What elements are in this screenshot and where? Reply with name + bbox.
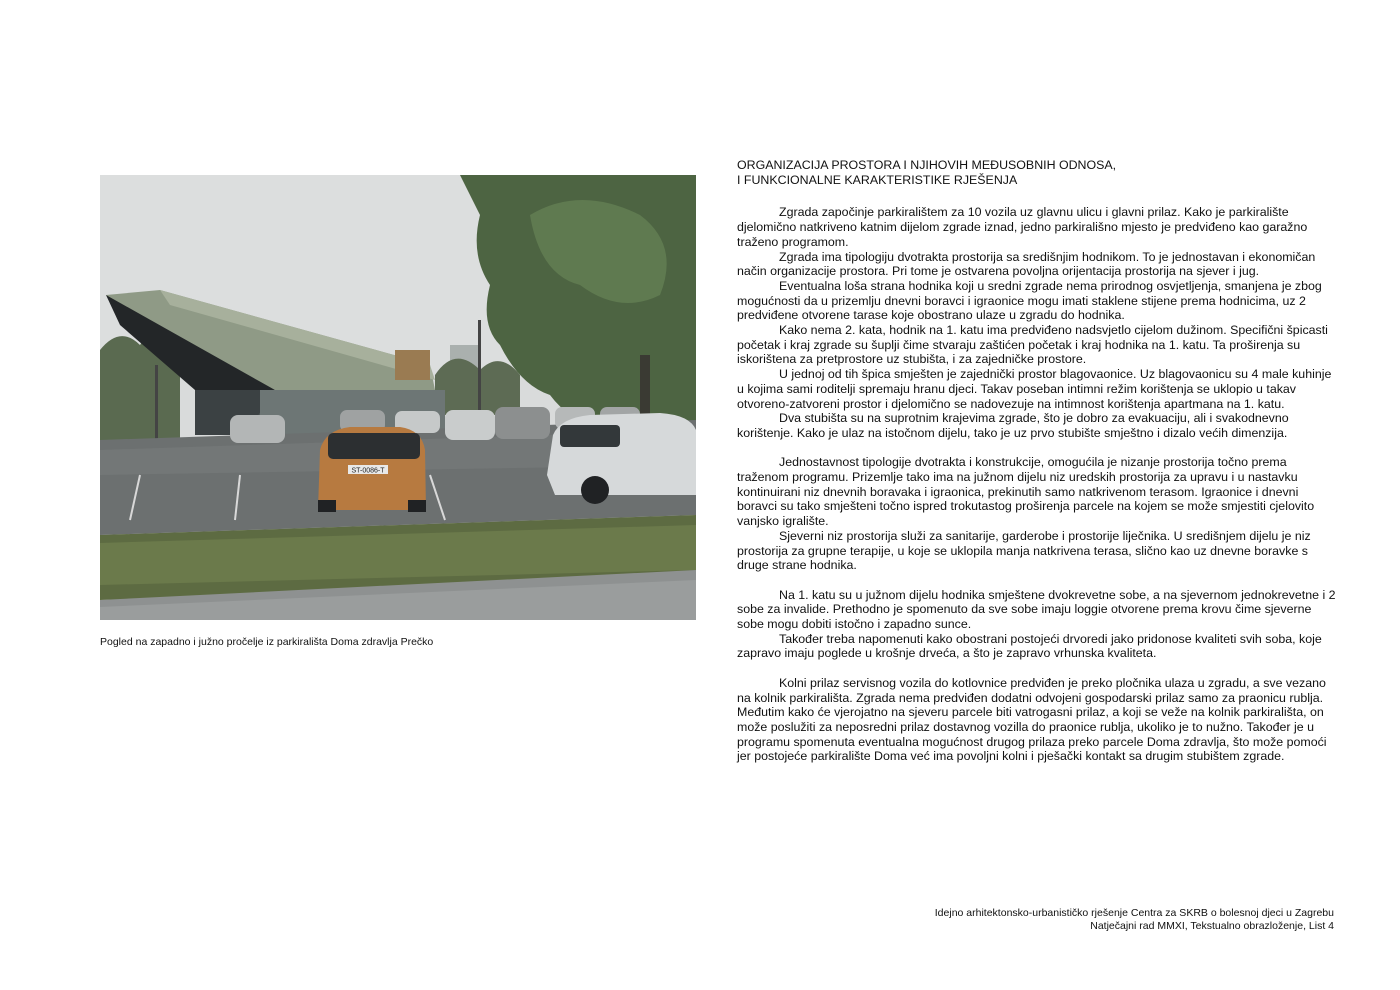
paragraph-spacer bbox=[737, 661, 1337, 676]
license-plate: ST-0086-T bbox=[351, 467, 385, 475]
paragraph-spacer bbox=[737, 441, 1337, 456]
paragraph: Zgrada započinje parkiralištem za 10 vozila uz glavnu ulicu i glavni prilaz. Kako je parkiralište djelomično natkriveno katnim dijelom zgrade iznad, jedno parkirališno mjesto je predviđeno kao garažno traženo programom. bbox=[737, 205, 1308, 249]
article-heading bbox=[737, 158, 1337, 187]
paragraph: Kolni prilaz servisnog vozila do kotlovnice predviđen je preko pločnika ulaza u zgradu, a sve vezano na kolnik parkirališta. Zgrada nema predviđen dodatni odvojeni gospodarski prilaz samo za praonicu rublja. Međutim kako će vjerojatno na sjeveru parcele biti vatrogasni prilaz, a koji se veže na kolnik parkirališta, on može poslužiti za neposredni prilaz dostavnog vozilla do praonice rublja, ukoliko je to nužno. Također je u programu spomenuta eventualna mogućnost drugog prilaza preko parcele Doma zdravlja, što može pomoći jer postojeće parkiralište Doma već ima povoljni kolni i pješački kontakt sa drugim stubištem zgrade. bbox=[737, 675, 1327, 764]
heading-line: I FUNKCIONALNE KARAKTERISTIKE RJEŠENJA bbox=[737, 172, 1018, 187]
footer-sheet-info: Natječajni rad MMXI, Tekstualno obrazloženje, List 4 bbox=[1090, 920, 1334, 932]
paragraph: Kako nema 2. kata, hodnik na 1. katu ima predviđeno nadsvjetlo cijelom dužinom. Specifični špicasti početak i kraj zgrade su šuplji čime stvaraju zaštićen početak i kraj hodnika na 1. katu. Ta proširenja su iskorištena za pretprostore uz stubišta, i za zajedničke prostore. bbox=[737, 323, 1328, 367]
paragraph: Dva stubišta su na suprotnim krajevima zgrade, što je dobro za evakuaciju, ali i svakodnevno korištenje. Kako je ulaz na istočnom dijelu, tako je uz prvo stubište smještno i dizalo većih dimenzija. bbox=[737, 411, 1289, 440]
paragraph: Sjeverni niz prostorija služi za sanitarije, garderobe i prostorije liječnika. U središnjem dijelu je niz prostorija za grupne terapije, u koje se uklopila manja natkrivena terasa, slično kao uz dnevne boravke s druge strane hodnika. bbox=[737, 528, 1311, 573]
paragraph-spacer bbox=[737, 573, 1337, 588]
heading-line: ORGANIZACIJA PROSTORA I NJIHOVIH MEĐUSOBNIH ODNOSA, bbox=[737, 158, 1117, 172]
photo-caption: Pogled na zapadno i južno pročelje iz parkirališta Doma zdravlja Prečko bbox=[100, 636, 434, 648]
paragraph: Zgrada ima tipologiju dvotrakta prostorija sa središnjim hodnikom. To je jednostavan i ekonomičan način organizacije prostora. Pri tome je ostvarena povoljna orijentacija prostorija na sjever i jug. bbox=[737, 249, 1316, 279]
footer-project-title: Idejno arhitektonsko-urbanističko rješenje Centra za SKRB o bolesnoj djeci u Zagrebu bbox=[934, 907, 1334, 919]
paragraph: Jednostavnost tipologije dvotrakta i konstrukcije, omogućila je nizanje prostorija točno prema traženom programu. Prizemlje tako ima na južnom dijelu niz uredskih prostorija za upravu i u nastavku kontinuirani niz dnevnih boravaka i igraonica, prekinutih samo natkrivenom terasom. Igraonice i dnevni boravci su tako smješteni točno ispred trokutastog proširenja parcele na kojem se može smjestiti cjelovito vanjsko igralište. bbox=[737, 455, 1315, 529]
page-footer bbox=[935, 907, 1334, 933]
paragraph: U jednoj od tih špica smješten je zajednički prostor blagovaonice. Uz blagovaonicu su 4 male kuhinje u kojima sami roditelji spremaju hranu djeci. Takav poseban intimni režim korištenja se uklopio u takav otvoreno-zatvoreni prostor i djelomično se nadovezuje na intimnost korištenja apartmana na 1. katu. bbox=[737, 367, 1332, 411]
building-render-photo bbox=[100, 175, 696, 620]
paragraph: Također treba napomenuti kako obostrani postojeći drvoredi jako pridonose kvaliteti svih soba, koje zapravo imaju poglede u krošnje drveća, a što je zapravo vrhunska kvaliteta. bbox=[737, 631, 1322, 661]
paragraph: Eventualna loša strana hodnika koji u sredni zgrade nema prirodnog osvjetljenja, smanjena je zbog mogućnosti da u prizemlju dnevni boravci i igraonice mogu imati staklene stijene prema hodnicima, uz 2 predviđene otvorene tarase koje obostrano ulaze u zgradu do hodnika. bbox=[737, 278, 1322, 323]
paragraph: Na 1. katu su u južnom dijelu hodnika smještene dvokrevetne sobe, a na sjevernom jednokrevetne i 2 sobe za invalide. Prethodno je spomenuto da sve sobe imaju loggie otvorene prema krovu čime sjeverne sobe mogu dobiti istočno i zapadno sunce. bbox=[737, 587, 1336, 632]
article-text bbox=[737, 158, 1337, 764]
